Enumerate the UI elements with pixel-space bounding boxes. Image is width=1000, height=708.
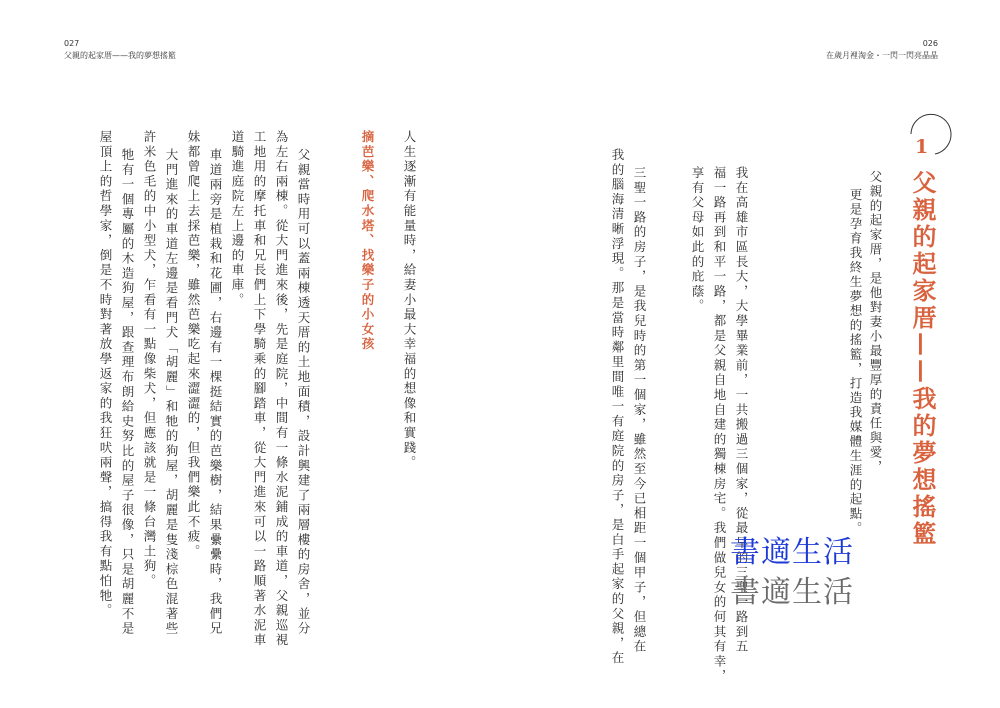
body-line: 福一路再到和平一路，都是父親自地自建的獨棟房宅。我們做兒女的何其有幸， [712, 166, 727, 684]
chapter-intro-line: 更是孕育我終生夢想的搖籃，打造我媒體生涯的起點。 [848, 188, 863, 536]
body-line: 工地用的摩托車和兄長們上下學騎乘的腳踏車，從大門進來可以一路順著水泥車 [252, 130, 267, 648]
watermark-text: 書適生活 [730, 575, 854, 610]
body-paragraph [182, 130, 226, 636]
body-line: 屋頂上的哲學家，倒是不時對著放學返家的我狂吠兩聲，搞得我有點怕牠。 [98, 130, 113, 619]
body-paragraph [94, 130, 138, 636]
watermark-text: 書適生活 [730, 535, 854, 570]
body-line: 父親當時用可以蓋兩棟透天厝的土地面積，設計興建了兩層樓的房舍，並分 [296, 148, 311, 637]
body-line: 享有父母如此的庇蔭。 [690, 166, 705, 314]
body-paragraph [398, 130, 420, 470]
left-page-number: 027 [64, 39, 80, 48]
body-line: 我的腦海清晰浮現。那是當時鄰里間唯一有庭院的房子，是白手起家的父親，在 [610, 148, 625, 666]
body-line: 妹都曾爬上去採芭樂，雖然芭樂吃起來澀澀的，但我們樂此不疲。 [186, 130, 201, 560]
body-line: 我在高雄市區長大，大學畢業前，一共搬過三個家，從最早的三聖一路到五 [734, 166, 749, 655]
body-line: 人生逐漸有能量時，給妻小最大幸福的想像和實踐。 [402, 130, 417, 471]
right-page-header [826, 38, 938, 62]
body-line: 道騎進庭院左上邊的車庫。 [230, 130, 245, 308]
body-line: 車道兩旁是植栽和花圃，右邊有一棵挺結實的芭樂樹，結果纍纍時，我們兄 [208, 148, 223, 637]
chapter-intro-line: 父親的起家厝，是他對妻小最豐厚的責任與愛， [868, 170, 883, 475]
left-page-header [64, 38, 176, 62]
body-line: 三聖一路的房子，是我兒時的第一個家，雖然至今已相距一個甲子，但總在 [632, 166, 647, 655]
section-subheading: 摘芭樂、爬水塔、找樂子的小女孩 [360, 130, 375, 352]
body-paragraph [138, 130, 182, 636]
right-running-title: 在歲月裡淘金・一閃一閃亮晶晶 [826, 51, 938, 60]
body-paragraph [606, 148, 650, 666]
chapter-title: 父親的起家厝——我的夢想搖籃 [908, 170, 937, 548]
body-line: 牠有一個專屬的木造狗屋，跟查理布朗給史努比的屋子很像，只是胡麗不是 [120, 148, 135, 637]
body-line: 為左右兩棟。從大門進來後，先是庭院，中間有一條水泥鋪成的車道，父親巡視 [274, 130, 289, 648]
body-paragraph [226, 130, 314, 648]
body-line: 大門進來的車道左邊是看門犬「胡麗」和牠的狗屋，胡麗是隻淺棕色混著些 [164, 148, 179, 637]
right-page-number: 026 [922, 39, 938, 48]
body-line: 許米色毛的中小型犬，乍看有一點像柴犬，但應該就是一條台灣土狗。 [142, 130, 157, 589]
left-running-title: 父親的起家厝——我的夢想搖籃 [64, 51, 176, 60]
chapter-arc-icon [903, 108, 959, 164]
chapter-number: 1 [915, 136, 929, 158]
